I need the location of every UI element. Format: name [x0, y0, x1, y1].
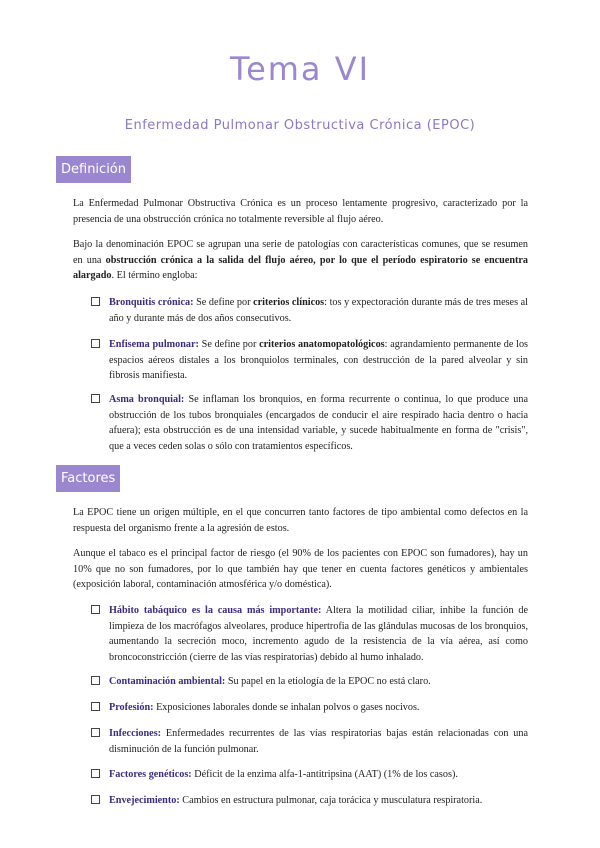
checkbox-icon[interactable]: [91, 702, 100, 711]
section-header-factores: Factores: [56, 465, 120, 492]
factores-paragraph-1: La EPOC tiene un origen múltiple, en el que concurren tanto factores de tipo ambiental como defectos en la respuesta del organismo frente a la agresión de estos.: [73, 507, 528, 534]
document-page: Tema VI Enfermedad Pulmonar Obstructiva Crónica (EPOC) Definición La Enfermedad Pulmonar Obstructiva Crónica es un proceso lentamente progresivo, caracterizado por la presencia de una obstrucción crónica no totalmente reversible al flujo aéreo. Bajo la denominación EPOC se agrupan una serie de patologías con características comunes, que se resumen en una obstrucción crónica a la salida del flujo aéreo, por lo que el período espiratorio se encuentra alargado. El término engloba: Bronquitis crónica: Se define por criterios clínicos: tos y expectoración durante más de tres meses al año y durante más de dos años consecutivos. Enfisema pulmonar: Se define por criterios anatomopatológicos: agrandamiento permanente de los espacios aéreos distales a los bronquiolos terminales, con destrucción de la pared alveolar y sin fibrosis manifiesta. Asma bronquial: Se inflaman los bronquios, en forma recurrente o continua, lo que produce una obstrucción de los tubos bronquiales (encargados de conducir el aire respirado hacia dentro o hacia afuera); esta obstrucción es de una intensidad variable, y sucede habitualmente en forma de "crisis", que a veces ceden solas o sólo con tratamientos específicos. Factores La EPOC tiene un origen múltiple, en el que concurren tanto factores de tipo ambiental como defectos en la respuesta del organismo frente a la agresión de estos. Aunque el tabaco es el principal factor de riesgo (el 90% de los pacientes con EPOC son fumadores), hay un 10% que no son fumadores, por lo que también hay que tener en cuenta factores genéticos y ambientales (exposición laboral, contaminación atmosférica y/o doméstica). Hábito tabáquico es la causa más importante: Altera la motilidad ciliar, inhibe la función de limpieza de los macrófagos alveolares, produce hipertrofia de las glándulas mucosas de los bronquios, aumentando la secreción moco, incremento agudo de la resistencia de la vía aérea, así como broncoconstricción (cierre de las vías respiratorias) debido al humo inhalado. Contaminación ambiental: Su papel en la etiología de la EPOC no está claro. Profesión: Exposiciones laborales donde se inhalan polvos o gases nocivos. Infecciones: Enfermedades recurrentes de las vías respiratorias bajas están relacionadas con una disminución de la función pulmonar. Factores genéticos: Déficit de la enzima alfa-1-antitripsina (AAT) (1% de los casos). Envejecimiento: Cambios en estructura pulmonar, caja torácica y musculatura respiratoria.: [0, 0, 600, 848]
checkbox-icon[interactable]: [91, 394, 100, 403]
page-subtitle: Enfermedad Pulmonar Obstructiva Crónica (EPOC): [124, 118, 476, 133]
checkbox-icon[interactable]: [91, 605, 100, 614]
definicion-paragraph-1: La Enfermedad Pulmonar Obstructiva Crónica es un proceso lentamente progresivo, caracterizado por la presencia de una obstrucción crónica no totalmente reversible al flujo aéreo.: [73, 198, 528, 225]
checkbox-icon[interactable]: [91, 339, 100, 348]
page-title: Tema VI: [229, 50, 371, 88]
checkbox-icon[interactable]: [91, 676, 100, 685]
section-header-definicion: Definición: [56, 156, 131, 183]
checkbox-icon[interactable]: [91, 728, 100, 737]
checkbox-icon[interactable]: [91, 769, 100, 778]
factores-paragraph-2: Aunque el tabaco es el principal factor de riesgo (el 90% de los pacientes con EPOC son fumadores), hay un 10% que no son fumadores, por lo que también hay que tener en cuenta factores genéticos y ambientales (exposición laboral, contaminación atmosférica y/o doméstica).: [73, 548, 528, 590]
definicion-paragraph-2: Bajo la denominación EPOC se agrupan una serie de patologías con características comunes, que se resumen en una obstrucción crónica a la salida del flujo aéreo, por lo que el período espiratorio se encuentra alargado. El término engloba:: [73, 239, 528, 281]
checkbox-icon[interactable]: [91, 795, 100, 804]
checkbox-icon[interactable]: [91, 297, 100, 306]
